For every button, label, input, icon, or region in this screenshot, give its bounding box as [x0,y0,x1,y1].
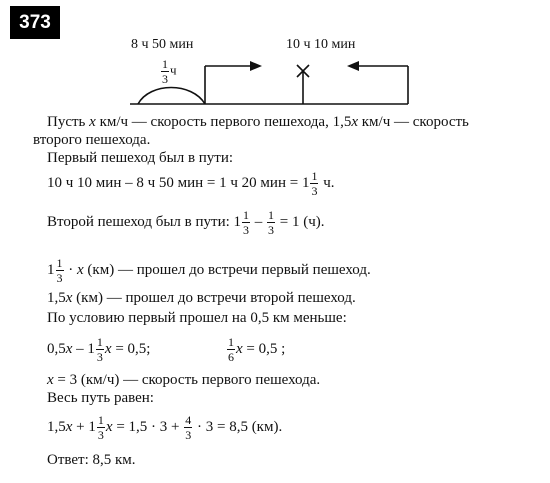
text-line-6: 1 $\frac{1}{3}$ · x (км) — прошел до встречи первый пешеход. [47,256,371,285]
motion-diagram [0,0,550,120]
diagram-duration-label: $\frac{1}{3}$ ч [162,57,177,86]
text-line-1: Пусть x км/ч — скорость первого пешехода, 1,5x км/ч — скорость [47,114,469,130]
first-walker-arrowhead [250,61,262,71]
problem-number: 373 [17,9,53,36]
fraction-one-third: $\frac{1}{3}$ [56,256,63,285]
text-line-8: По условию первый прошел на 0,5 км меньше: [47,310,347,326]
answer-line: Ответ: 8,5 км. [47,452,136,468]
text-line-7: 1,5x (км) — прошел до встречи второй пешеход. [47,290,356,306]
text-line-9-right: $\frac{1}{6}$ x = 0,5 ; [228,335,286,364]
text-line-5: Второй пешеход был в пути: 1 $\frac{1}{3}$ – $\frac{1}{3}$ = 1 (ч). [47,208,325,237]
text-line-9-left: 0,5x – 1 $\frac{1}{3}$ x = 0,5; [47,335,151,364]
text-line-3: Первый пешеход был в пути: [47,150,234,166]
fraction-one-third: $\frac{1}{3}$ [96,335,103,364]
text-line-4: 10 ч 10 мин – 8 ч 50 мин = 1 ч 20 мин = 1 $\frac{1}{3}$ ч. [47,169,335,198]
fraction-four-thirds: $\frac{4}{3}$ [185,413,192,442]
fraction-one-third: $\frac{1}{3}$ [243,208,250,237]
text-line-11: Весь путь равен: [47,390,154,406]
text-line-2: второго пешехода. [33,132,151,148]
text-line-12: 1,5x + 1 $\frac{1}{3}$ x = 1,5 · 3 + $\frac{4}{3}$ · 3 = 8,5 (км). [47,413,283,442]
fraction-one-third: $\frac{1}{3}$ [268,208,275,237]
fraction-one-third: $\frac{1}{3}$ [97,413,104,442]
fraction-one-third: $\frac{1}{3}$ [311,169,318,198]
first-walker-path-arc [138,88,205,105]
second-walker-arrowhead [347,61,359,71]
text-line-10: x = 3 (км/ч) — скорость первого пешехода. [47,372,321,388]
diagram-time-right: 10 ч 10 мин [286,37,356,52]
duration-fraction: $\frac{1}{3}$ [162,57,168,86]
fraction-one-sixth: $\frac{1}{6}$ [228,335,234,364]
diagram-time-left: 8 ч 50 мин [131,37,194,52]
